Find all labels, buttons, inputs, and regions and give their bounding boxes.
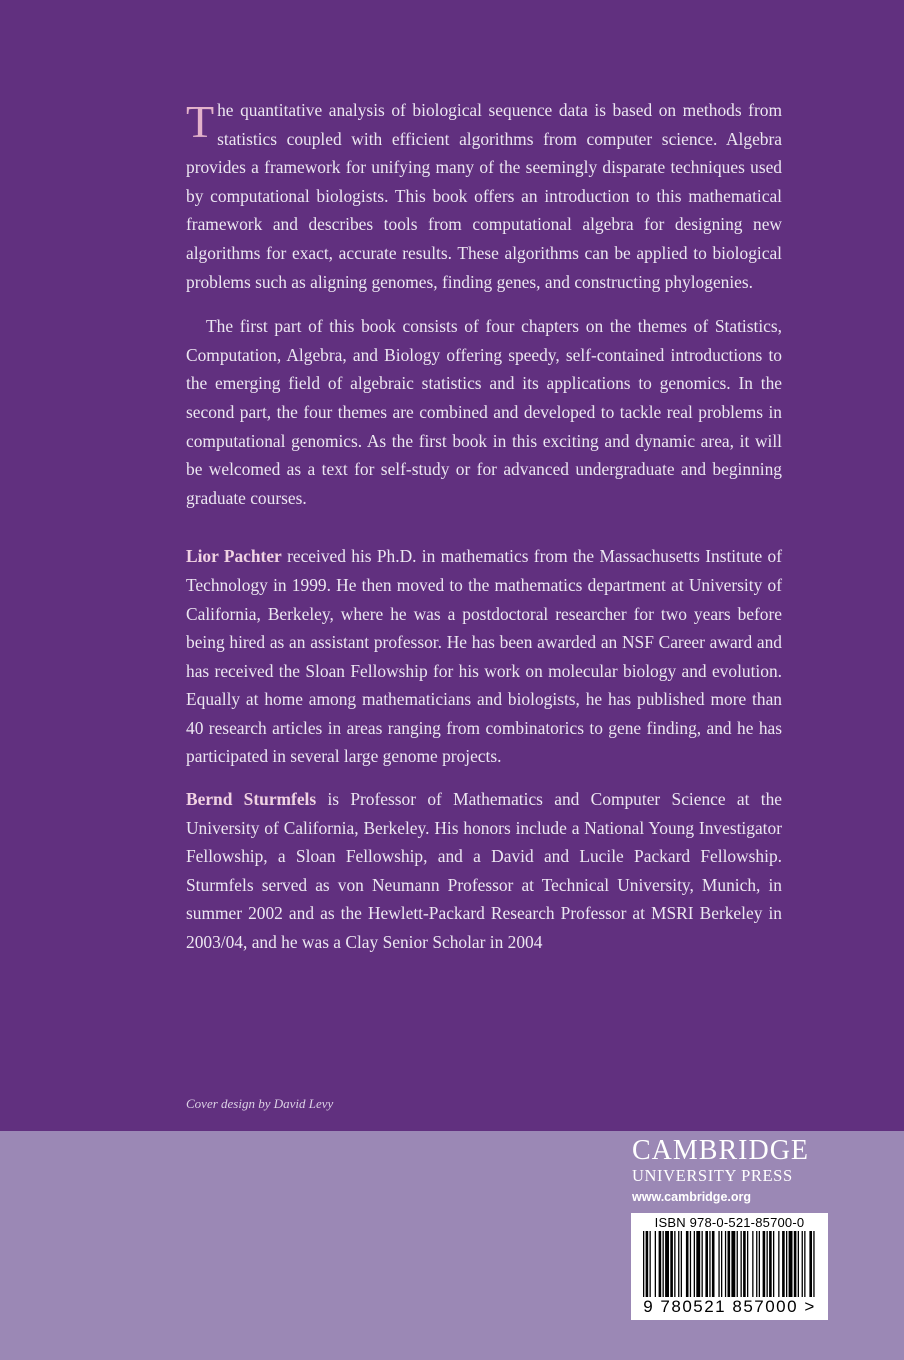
barcode-bar bbox=[809, 1231, 812, 1297]
barcode-bar bbox=[659, 1231, 662, 1297]
barcode-bar bbox=[718, 1231, 719, 1297]
author-name: Bernd Sturmfels bbox=[186, 789, 317, 810]
barcode-bar bbox=[686, 1231, 689, 1297]
author-bio-text: received his Ph.D. in mathematics from the Massachusetts Institute of Technology in 1999. He then moved to the mathematics department at University of California, Berkeley, where he was a postdoctoral researcher for two years before being hired as an assistant professor. He has been awarded an NSF Career award and has received the Sloan Fellowship for his work on molecular biology and evolution. Equally at home among mathematicians and biologists, he has published more than 40 research articles in areas ranging from combinatorics to gene finding, and he has participated in several large genome projects. bbox=[186, 546, 782, 767]
blurb-column bbox=[186, 96, 782, 957]
intro-text: he quantitative analysis of biological sequence data is based on methods from statistics coupled with efficient algorithms from computer science. Algebra provides a framework for unifying many of the seemingly disparate techniques used by computational biologists. This book offers an introduction to this mathematical framework and describes tools from computational algebra for designing new algorithms for exact, accurate results. These algorithms can be applied to biological problems such as aligning genomes, finding genes, and constructing phylogenies. bbox=[186, 100, 782, 292]
barcode-bar bbox=[709, 1231, 710, 1297]
barcode-bar bbox=[721, 1231, 722, 1297]
author-bio-text: is Professor of Mathematics and Computer Science at the University of California, Berkeley. His honors include a National Young Investigator Fellowship, a Sloan Fellowship, and a David and Lucile Packard Fellowship. Sturmfels served as von Neumann Professor at Technical University, Munich, in summer 2002 and as the Hewlett-Packard Research Professor at MSRI Berkeley in 2003/04, and he was a Clay Senior Scholar in 2004 bbox=[186, 789, 782, 953]
publisher-name: CAMBRIDGE bbox=[632, 1135, 810, 1166]
barcode-bar bbox=[702, 1231, 703, 1297]
barcode-bar bbox=[747, 1231, 748, 1297]
isbn-barcode bbox=[631, 1213, 828, 1320]
publisher-subtitle: UNIVERSITY PRESS bbox=[632, 1166, 793, 1185]
barcode-bar bbox=[690, 1231, 691, 1297]
barcode-bar bbox=[678, 1231, 679, 1297]
barcode-bar bbox=[773, 1231, 774, 1297]
barcode-bar bbox=[786, 1231, 787, 1297]
barcode-bar bbox=[725, 1231, 726, 1297]
intro-paragraph bbox=[186, 96, 782, 296]
barcode-bar bbox=[767, 1231, 768, 1297]
barcode-bar bbox=[705, 1231, 708, 1297]
barcode-bar bbox=[728, 1231, 731, 1297]
publisher-logo bbox=[632, 1136, 828, 1204]
barcode-bar bbox=[663, 1231, 664, 1297]
barcode-bar bbox=[681, 1231, 682, 1297]
barcode-bar bbox=[694, 1231, 695, 1297]
drop-cap: T bbox=[186, 96, 215, 147]
barcode-bar bbox=[741, 1231, 742, 1297]
author-bio-sturmfels bbox=[186, 785, 782, 957]
barcode-bar bbox=[743, 1231, 746, 1297]
barcode-bar bbox=[798, 1231, 799, 1297]
barcode-bar bbox=[696, 1231, 700, 1297]
barcode-bar bbox=[643, 1231, 644, 1297]
barcode-bar bbox=[712, 1231, 715, 1297]
barcode-bar bbox=[650, 1231, 651, 1297]
barcode-bar bbox=[674, 1231, 675, 1297]
barcode-bar bbox=[737, 1231, 738, 1297]
barcode-bar bbox=[731, 1231, 735, 1297]
barcode-digits: 9 780521 857000 > bbox=[643, 1297, 816, 1316]
second-paragraph: The first part of this book consists of four chapters on the themes of Statistics, Computation, Algebra, and Biology offering speedy, self-contained introductions to the emerging field of algebraic statistics and its applications to genomics. In the second part, the four themes are combined and developed to tackle real problems in computational genomics. As the first book in this exciting and dynamic area, it will be welcomed as a text for self-study or for advanced undergraduate and beginning graduate courses. bbox=[186, 316, 782, 508]
barcode-bar bbox=[804, 1231, 805, 1297]
barcode-bar bbox=[670, 1231, 673, 1297]
barcode-bar bbox=[769, 1231, 772, 1297]
publisher-url: www.cambridge.org bbox=[632, 1190, 752, 1204]
barcode-bar bbox=[665, 1231, 669, 1297]
barcode-bar bbox=[778, 1231, 779, 1297]
author-bio-pachter bbox=[186, 542, 782, 771]
cover-design-credit: Cover design by David Levy bbox=[186, 1096, 334, 1111]
barcode-bar bbox=[752, 1231, 753, 1297]
barcode-bar bbox=[655, 1231, 656, 1297]
barcode-bar bbox=[756, 1231, 757, 1297]
barcode-bar bbox=[789, 1231, 793, 1297]
barcode-bar bbox=[813, 1231, 814, 1297]
barcode-bar bbox=[759, 1231, 760, 1297]
barcode-bars bbox=[631, 1231, 828, 1297]
author-name: Lior Pachter bbox=[186, 546, 282, 567]
barcode-bar bbox=[646, 1231, 649, 1297]
isbn-number: ISBN 978-0-521-85700-0 bbox=[654, 1215, 805, 1230]
barcode-bar bbox=[763, 1231, 766, 1297]
barcode-bar bbox=[794, 1231, 797, 1297]
barcode-bar bbox=[782, 1231, 785, 1297]
barcode-bar bbox=[802, 1231, 803, 1297]
